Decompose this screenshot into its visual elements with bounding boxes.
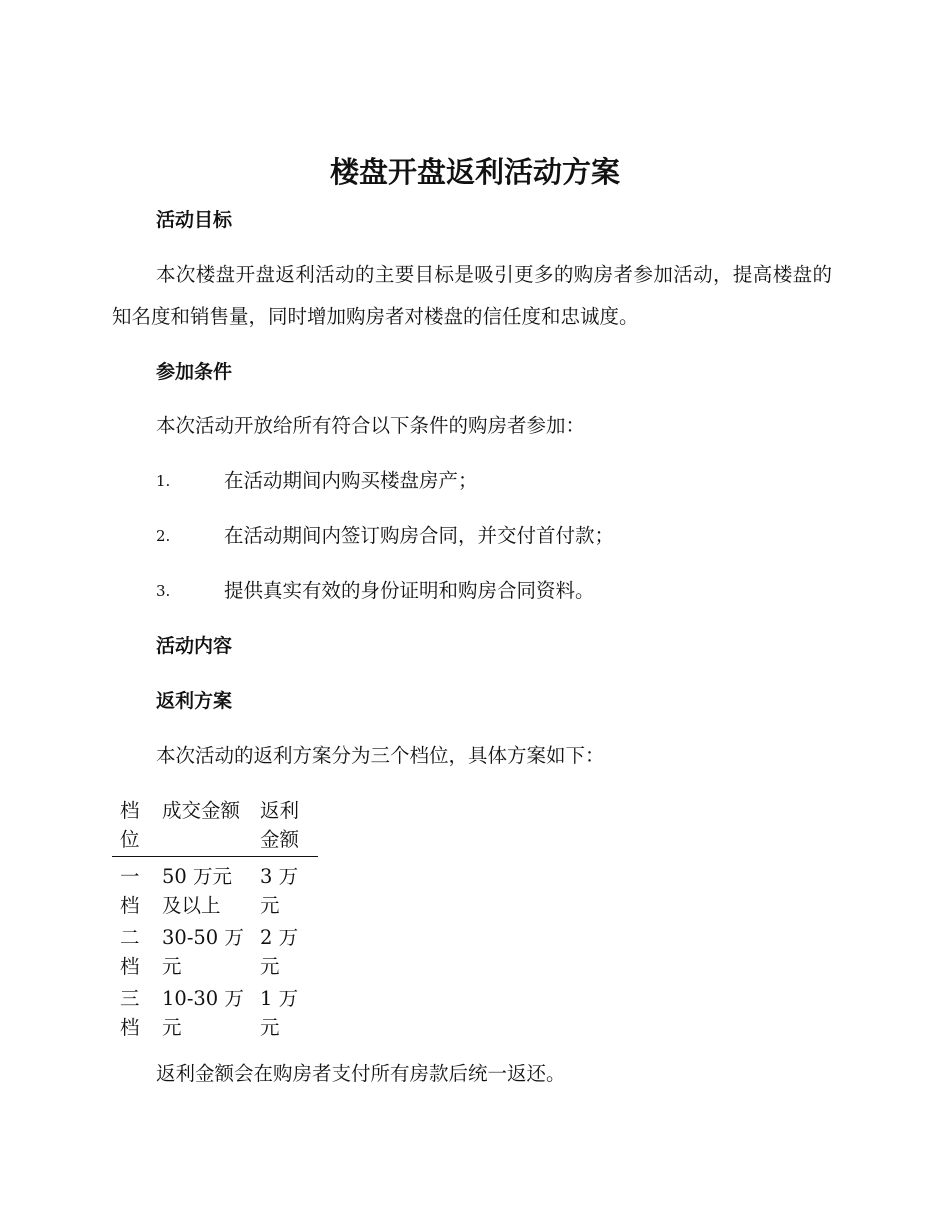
table-row: [112, 920, 318, 981]
rebate-note: 返利金额会在购房者支付所有房款后统一返还。: [156, 1062, 566, 1085]
heading-activity-content: 活动内容: [156, 635, 233, 657]
cell-rebate-amount: 1 万元: [260, 987, 299, 1039]
table-row: [112, 857, 318, 921]
cell-deal-amount: 30-50 万元: [162, 926, 244, 978]
cell-deal-amount: 10-30 万元: [162, 987, 244, 1039]
cell-tier: 三档: [120, 987, 140, 1039]
table-row: [112, 981, 318, 1042]
table-header-row: [112, 796, 318, 857]
list-number: 2.: [156, 527, 171, 545]
header-rebate-amount: 返利金额: [260, 796, 318, 857]
heading-rebate-plan: 返利方案: [156, 690, 233, 712]
cell-deal-amount: 50 万元及以上: [162, 865, 233, 917]
header-deal-amount: 成交金额: [162, 796, 260, 857]
conditions-intro: 本次活动开放给所有符合以下条件的购房者参加：: [156, 414, 586, 437]
cell-rebate-amount: 3 万元: [260, 865, 299, 917]
list-text: 在活动期间内购买楼盘房产；: [224, 469, 478, 492]
list-text: 提供真实有效的身份证明和购房合同资料。: [224, 579, 595, 602]
list-number: 1.: [156, 472, 171, 490]
list-text: 在活动期间内签订购房合同，并交付首付款；: [224, 524, 615, 547]
rebate-intro: 本次活动的返利方案分为三个档位，具体方案如下：: [156, 744, 605, 767]
goal-paragraph: 本次楼盘开盘返利活动的主要目标是吸引更多的购房者参加活动，提高楼盘的知名度和销售量，同时增加购房者对楼盘的信任度和忠诚度。: [112, 263, 832, 328]
document-title: 楼盘开盘返利活动方案: [329, 155, 620, 189]
cell-tier: 二档: [120, 926, 140, 978]
list-number: 3.: [156, 582, 171, 600]
heading-conditions: 参加条件: [156, 361, 233, 383]
rebate-table: [112, 796, 318, 1042]
heading-activity-goal: 活动目标: [156, 209, 233, 231]
header-tier: 档位: [112, 796, 162, 857]
cell-tier: 一档: [120, 865, 140, 917]
cell-rebate-amount: 2 万元: [260, 926, 299, 978]
